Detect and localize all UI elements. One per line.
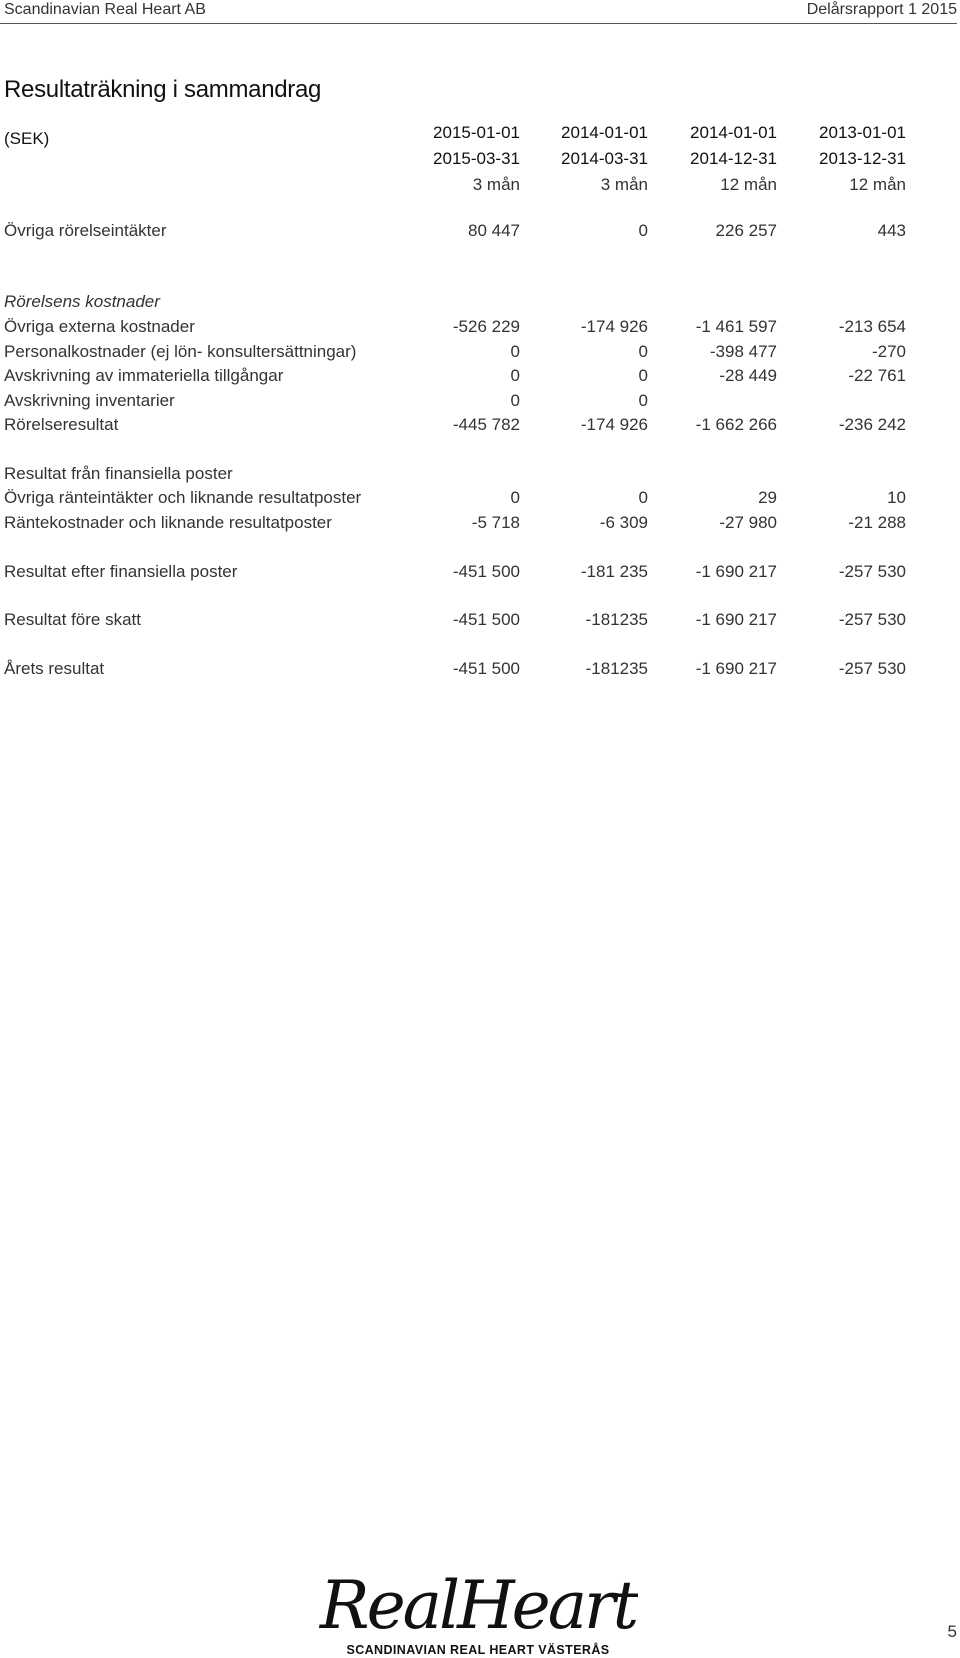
row-label: Övriga rörelseintäkter [4,221,167,240]
row-value: 0 [510,488,520,507]
row-value: -451 500 [452,610,520,629]
row-value: -181235 [585,610,648,629]
page-header [0,0,957,24]
row-value: -257 530 [838,659,906,678]
row-value: 0 [638,221,648,240]
column-header-1 [380,120,520,198]
table-row [4,340,957,364]
row-value: 226 257 [715,221,777,240]
table-row [4,364,957,388]
row-value: -1 662 266 [695,415,777,434]
page-title: Resultaträkning i sammandrag [4,76,322,103]
table-row [4,657,957,681]
column-start-date: 2014-01-01 [690,123,777,142]
currency-label: (SEK) [4,129,50,148]
row-value: 0 [510,366,520,385]
row-value: -1 461 597 [695,317,777,336]
row-value: -236 242 [838,415,906,434]
row-value: 10 [887,488,906,507]
row-label: Räntekostnader och liknande resultatposter [4,513,332,532]
row-value: -6 309 [599,513,648,532]
table-row [4,560,957,584]
row-value: -22 761 [848,366,906,385]
column-header-2 [508,120,648,198]
row-value: -28 449 [719,366,777,385]
row-value: 0 [638,391,648,410]
row-label: Personalkostnader (ej lön- konsultersättningar) [4,342,357,361]
row-label: Rörelseresultat [4,415,119,434]
column-period: 3 mån [600,175,648,194]
column-end-date: 2013-12-31 [819,149,906,168]
column-end-date: 2014-12-31 [690,149,777,168]
column-period: 3 mån [472,175,520,194]
table-row [4,219,957,243]
row-value: 29 [758,488,777,507]
row-value: 0 [638,366,648,385]
row-label: Årets resultat [4,659,105,678]
table-row [4,413,957,437]
column-period: 12 mån [849,175,906,194]
row-value: -27 980 [719,513,777,532]
row-value: -174 926 [580,415,648,434]
row-value: 0 [510,391,520,410]
section-heading: Rörelsens kostnader [4,292,160,311]
row-value: -257 530 [838,562,906,581]
table-row [4,608,957,632]
row-value: -5 718 [471,513,520,532]
row-value: -1 690 217 [695,562,777,581]
row-value: -21 288 [848,513,906,532]
row-label: Avskrivning av immateriella tillgångar [4,366,284,385]
table-row [4,389,957,413]
row-value: -257 530 [838,610,906,629]
row-value: -1 690 217 [695,610,777,629]
realheart-logo [318,1566,638,1658]
column-header-4 [766,120,906,198]
section-heading: Resultat från finansiella poster [4,464,233,483]
row-value: -1 690 217 [695,659,777,678]
column-start-date: 2013-01-01 [819,123,906,142]
section-heading-row [4,462,957,486]
row-value: -213 654 [838,317,906,336]
report-name: Delårsrapport 1 2015 [806,1,957,18]
company-name: Scandinavian Real Heart AB [4,1,206,18]
row-value: -445 782 [452,415,520,434]
column-period: 12 mån [720,175,777,194]
logo-tagline: SCANDINAVIAN REAL HEART VÄSTERÅS [346,1643,610,1657]
row-value: -270 [871,342,906,361]
row-label: Övriga externa kostnader [4,317,195,336]
column-start-date: 2014-01-01 [561,123,648,142]
row-value: -451 500 [452,659,520,678]
table-row [4,486,957,510]
row-value: -398 477 [709,342,777,361]
row-value: -181235 [585,659,648,678]
column-end-date: 2015-03-31 [433,149,520,168]
row-value: 80 447 [468,221,520,240]
row-value: -451 500 [452,562,520,581]
column-header-3 [637,120,777,198]
row-value: 0 [638,488,648,507]
row-value: -526 229 [452,317,520,336]
row-value: 0 [638,342,648,361]
row-value: -174 926 [580,317,648,336]
row-label: Avskrivning inventarier [4,391,175,410]
section-heading-row [4,290,957,314]
row-label: Resultat efter finansiella poster [4,562,238,581]
logo-wordmark: RealHeart [319,1567,637,1644]
row-value: 443 [877,221,906,240]
row-value: 0 [510,342,520,361]
column-end-date: 2014-03-31 [561,149,648,168]
row-value: -181 235 [580,562,648,581]
table-row [4,315,957,339]
table-row [4,511,957,535]
row-label: Övriga ränteintäkter och liknande resultatposter [4,488,362,507]
page-number: 5 [947,1622,957,1641]
column-start-date: 2015-01-01 [433,123,520,142]
row-label: Resultat före skatt [4,610,142,629]
